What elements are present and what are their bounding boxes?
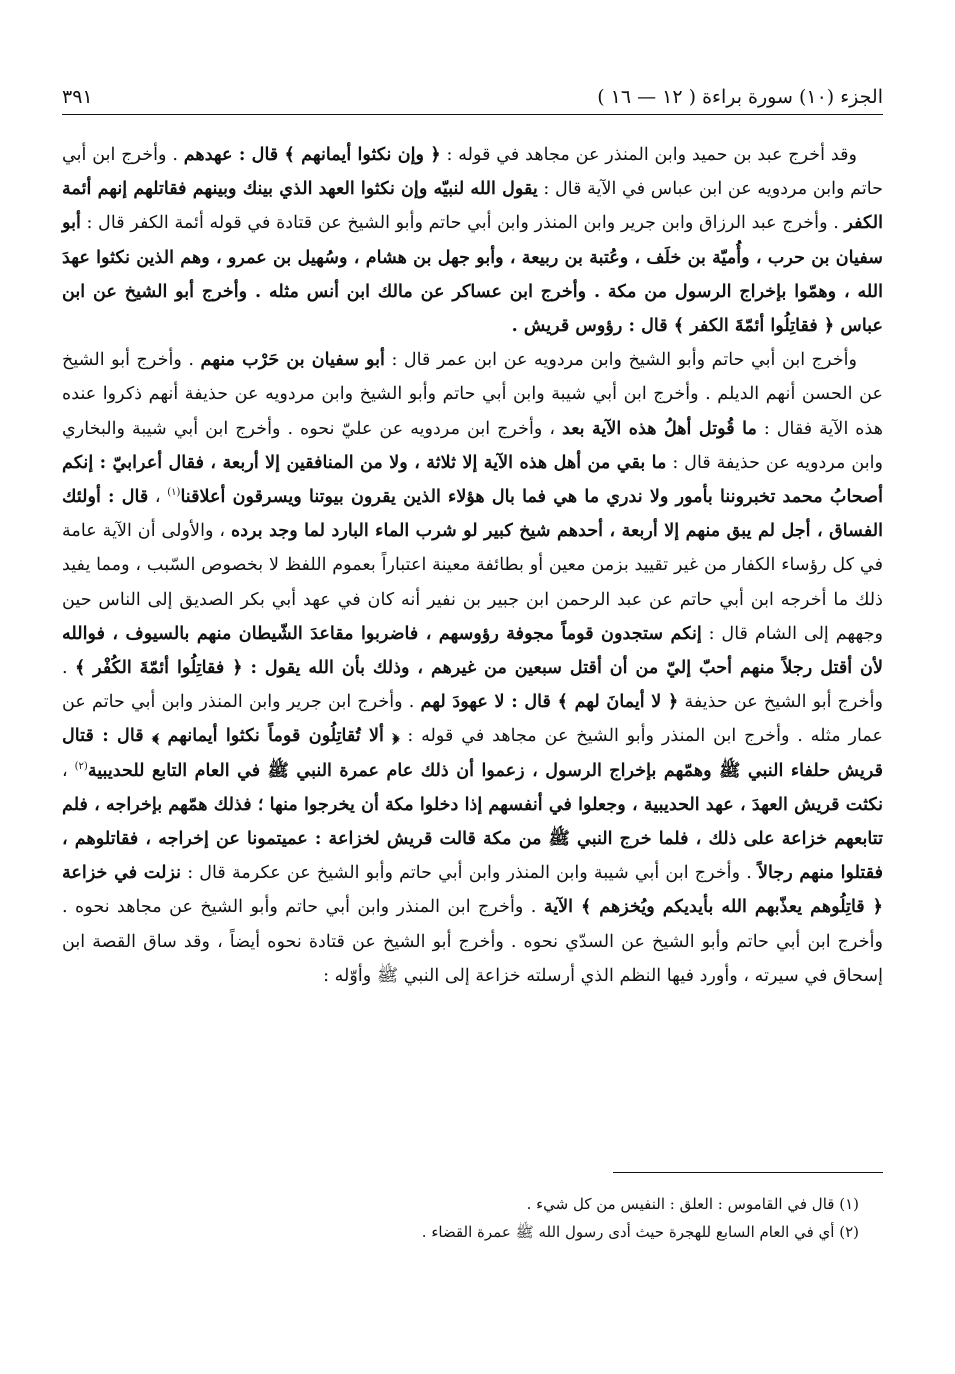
text-run: ،: [62, 760, 75, 781]
text-run: وأخرج ابن أبي حاتم وأبو الشيخ وابن مردويه عن ابن عمر قال :: [384, 350, 858, 371]
text-run: . وأخرج أبو الشيخ عن الحسن أنهم الديلم . وأخرج ابن أبي شيبة وابن أبي حاتم وأبو الشيخ وابن مردويه عن حذيفة أنهم ذكروا عنده هذه الآية فقال :: [62, 350, 883, 439]
body-text: [62, 138, 883, 993]
paragraph: [62, 343, 883, 993]
footnote-divider: [613, 1172, 883, 1173]
paragraph: [62, 138, 883, 343]
text-run: ، وأخرج ابن مردويه عن عليّ نحوه . وأخرج ابن أبي شيبة والبخاري وابن مردويه عن حذيفة قال :: [62, 418, 883, 473]
quoted-text: يقول الله لنبيّه وإن نكثوا العهد الذي بينك وبينهم فقاتلهم إنهم أئمة الكفر: [62, 178, 883, 234]
quoted-text: ﴿ ألا تُقاتِلُون قوماً نكثوا أيمانهم ﴾ قال : قتال قريش حلفاء النبي ﷺ وهمّهم بإخراج الرسول ، زعموا أن ذلك عام عمرة النبي ﷺ في العام التابع للحديبية: [62, 725, 883, 781]
quoted-text: نزلت في خزاعة ﴿ قاتِلُوهم يعذّبهم الله بأيديكم ويُخزهم ﴾ الآية: [62, 862, 883, 918]
quoted-text: نكثت قريش العهدَ ، عهد الحديبية ، وجعلوا في أنفسهم إذا دخلوا مكة أن يخرجوا منها ؛ فذلك همّهم بإخراجه ، فلم تتابعهم خزاعة على ذلك ، فلما خرج النبي ﷺ من مكة قالت قريش لخزاعة : عميتمونا عن إخراجه ، فقاتلوهم ، فقتلوا منهم رجالاً: [62, 793, 884, 884]
quoted-text: أبو سفيان بن حَرْب منهم: [200, 349, 385, 371]
text-run: . وأخرج ابن أبي شيبة وابن المنذر وابن أبي حاتم وأبو الشيخ عن عكرمة قال :: [181, 863, 758, 884]
text-run: . وأخرج عبد الرزاق وابن جرير وابن المنذر وابن أبي حاتم وأبو الشيخ عن قتادة في قوله أئمة الكفر قال :: [80, 213, 845, 234]
quoted-text: ﴿ لا أيمانَ لهم ﴾ قال : لا عهودَ لهم: [420, 691, 679, 713]
text-run: ،: [148, 487, 168, 508]
text-run: . وأخرج ابن المنذر وابن أبي حاتم وأبو الشيخ عن مجاهد نحوه . وأخرج ابن أبي حاتم وأبو الشيخ عن السدّي نحوه . وأخرج أبو الشيخ عن قتادة نحوه أيضاً ، وقد ساق القصة ابن إسحاق في سيرته ، وأورد فيها النظم الذي أرسلته خزاعة إلى النبي ﷺ وأوّله :: [62, 897, 883, 986]
text-run: . وأخرج ابن جرير وابن المنذر وابن أبي حاتم عن عمار مثله . وأخرج ابن المنذر وأبو الشيخ عن مجاهد في قوله :: [62, 692, 883, 747]
quoted-text: إنكم ستجدون قوماً مجوفة رؤوسهم ، فاضربوا مقاعدَ الشّيطان منهم بالسيوف ، فوالله لأن أقتل رجلاً منهم أحبّ إليّ من أن أقتل سبعين من غيرهم ، وذلك بأن الله يقول : ﴿ فقاتِلُوا أئمّةَ الكُفْر ﴾: [62, 622, 883, 679]
quoted-text: ما قُوتل أهلُ هذه الآية بعد: [561, 417, 757, 439]
header-title: الجزء (١٠) سورة براءة ( ١٢ — ١٦ ): [597, 86, 883, 108]
footnote-marker: (١): [167, 487, 181, 499]
footnote-2: (٢) أي في العام السابع للهجرة حيث أدى رسول الله ﷺ عمرة القضاء .: [421, 1223, 859, 1241]
quoted-text: أبو سفيان بن حرب ، وأُميّة بن خلَف ، وعُتبة بن ربيعة ، وأبو جهل بن هشام ، وسُهيل بن عمرو ، وهم الذين نكثوا عهدَ الله ، وهمّوا بإخراج الرسول من مكة . وأخرج ابن عساكر عن مالك ابن أنس مثله . وأخرج أبو الشيخ عن ابن عباس ﴿ فقاتِلُوا أئمّةَ الكفر ﴾ قال : رؤوس قريش .: [62, 212, 883, 337]
text-run: وقد أخرج عبد بن حميد وابن المنذر عن مجاهد في قوله :: [440, 145, 858, 165]
running-header: [62, 86, 883, 115]
quoted-text: قال : أولئك الفساق ، أجل لم يبق منهم إلا أربعة ، أحدهم شيخ كبير لو شرب الماء البارد لما وجد برده: [62, 486, 883, 542]
quoted-text: ﴿ وإن نكثوا أيمانهم ﴾ قال : عهدهم: [183, 144, 441, 165]
footnotes: [62, 1190, 859, 1246]
footnote-1: (١) قال في القاموس : العلق : النفيس من كل شيء .: [526, 1195, 859, 1213]
quoted-text: ما بقي من أهل هذه الآية إلا ثلاثة ، ولا من المنافقين إلا أربعة ، فقال أعرابيّ : إنكم أصحابُ محمد تخبروننا بأمور ولا ندري ما هي فما بال هؤلاء الذين يقرون بيوتنا ويسرقون أعلاقنا: [62, 451, 883, 508]
page-number: ٣٩١: [62, 86, 93, 108]
text-run: ، والأولى أن الآية عامة في كل رؤساء الكفار من غير تقييد بزمن معين أو بطائفة معينة اعتباراً بعموم اللفظ لا بخصوص السّبب ، ومما يفيد ذلك ما أخرجه ابن أبي حاتم عن عبد الرحمن ابن جبير بن نفير أنه كان في عهد أبي بكر الصديق إلى الناس حين وجههم إلى الشام قال :: [62, 521, 883, 644]
text-run: . وأخرج أبو الشيخ عن حذيفة: [62, 658, 883, 713]
footnote-marker: (٢): [74, 760, 88, 772]
text-run: . وأخرج ابن أبي حاتم وابن مردويه عن ابن عباس في الآية قال :: [62, 145, 883, 200]
